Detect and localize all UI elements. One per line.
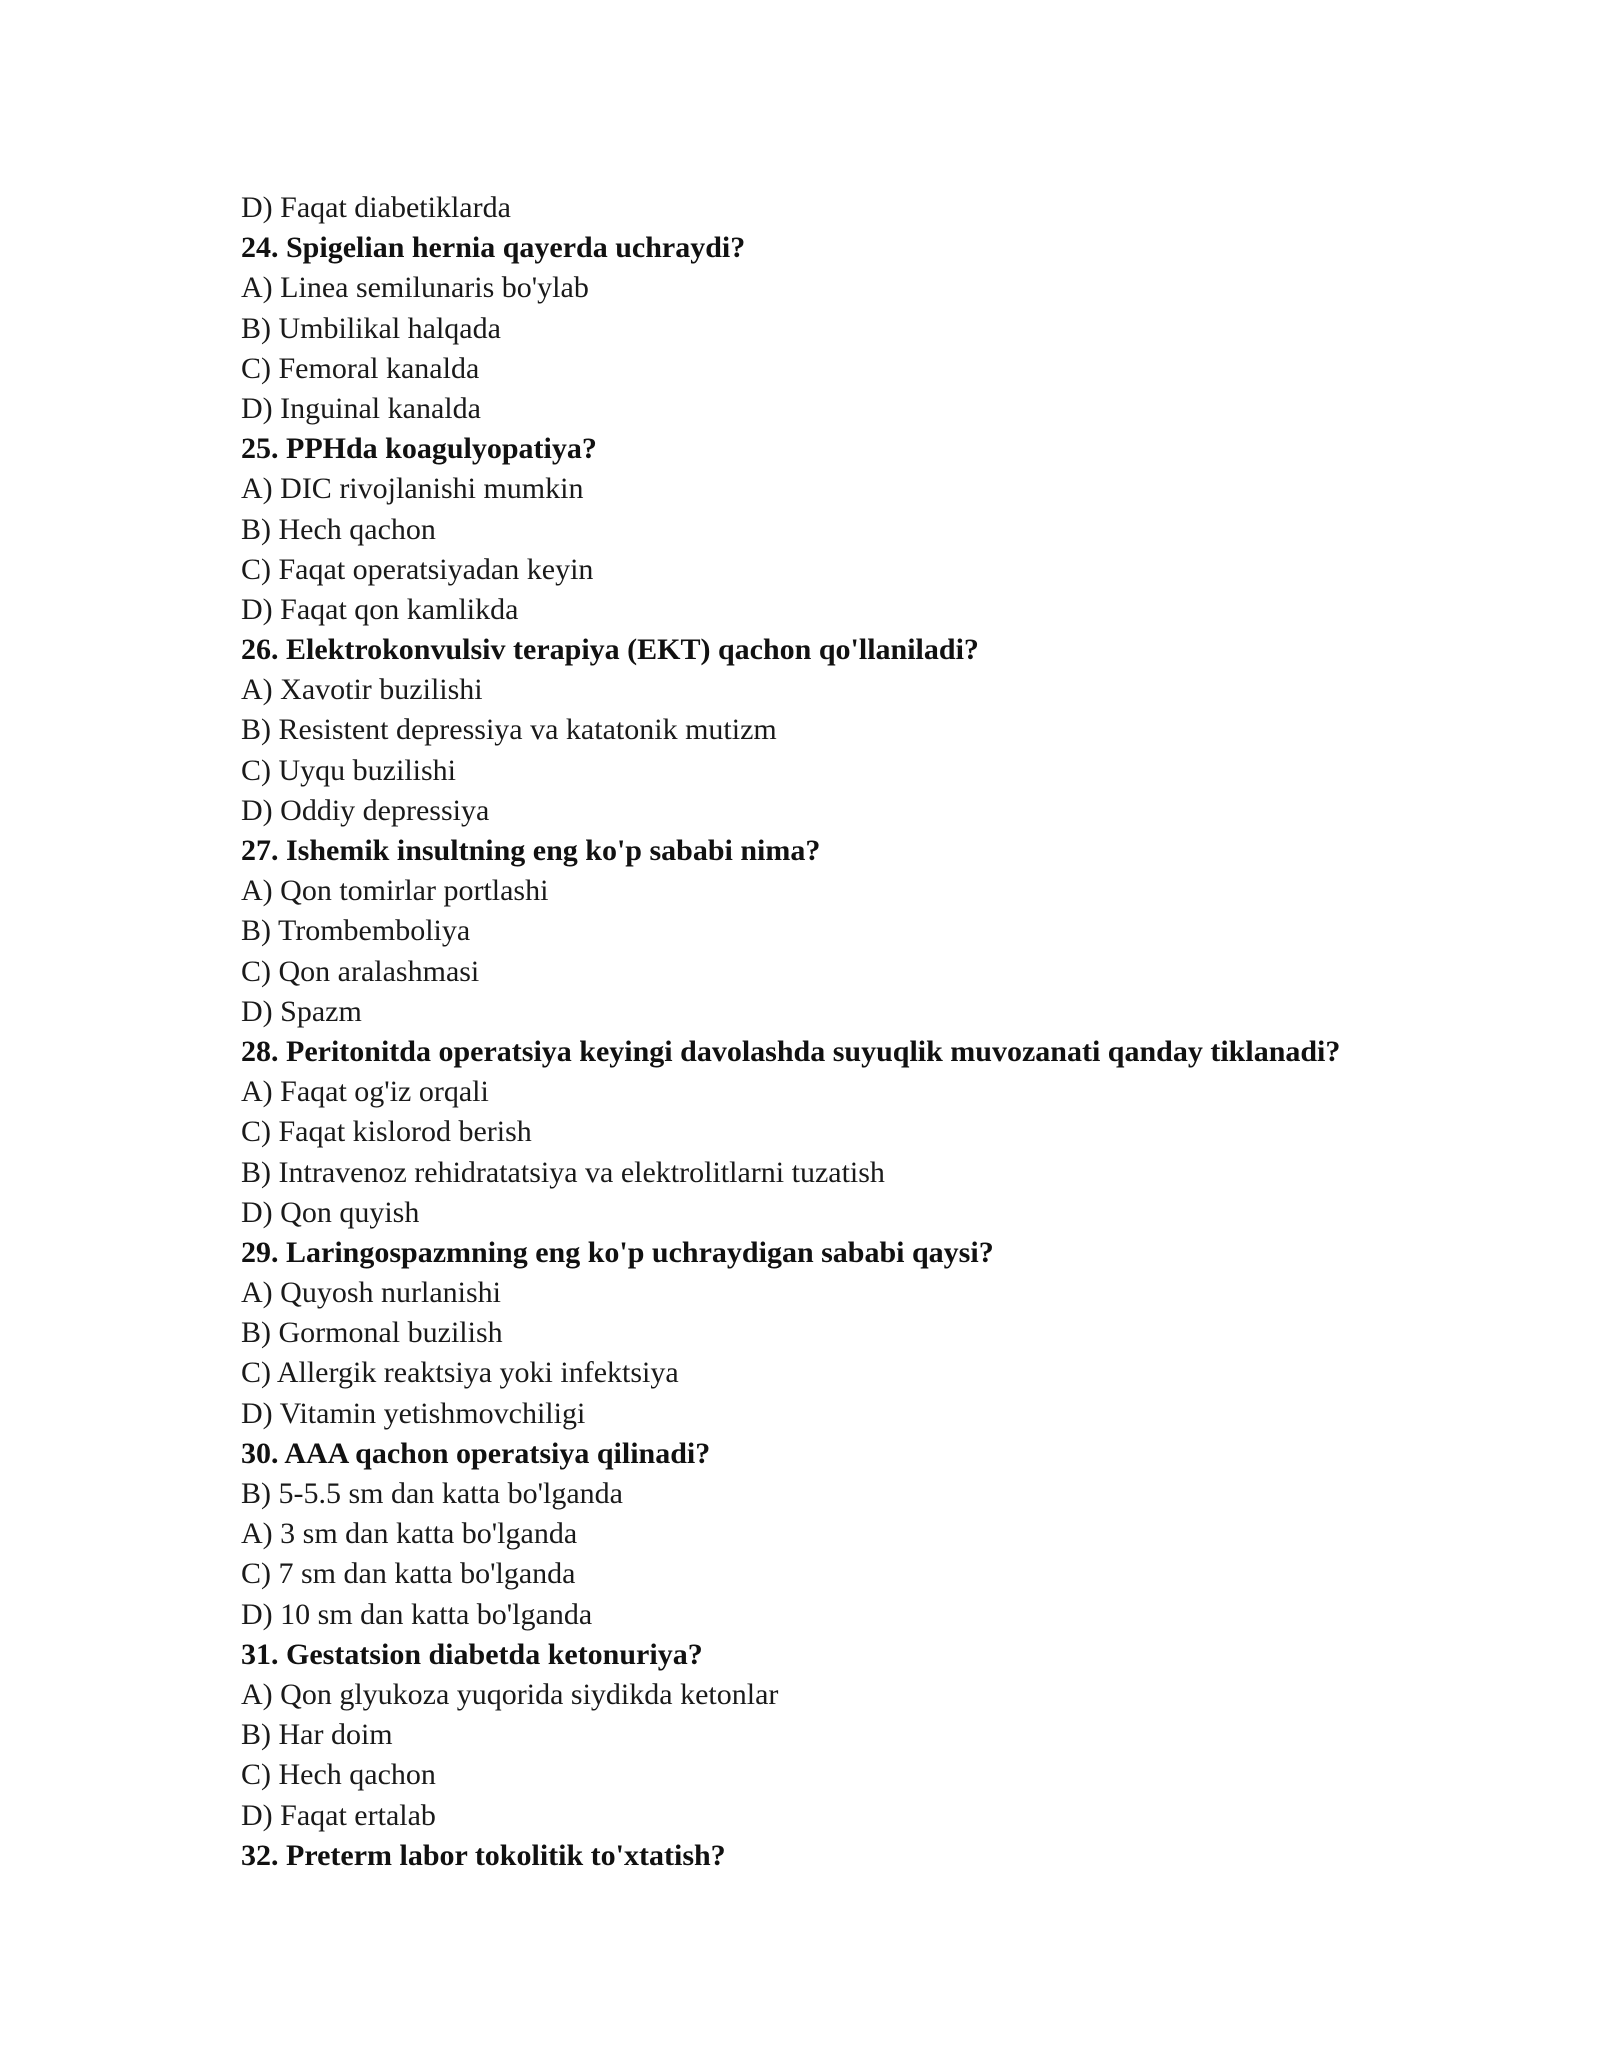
answer-option: A) 3 sm dan katta bo'lganda xyxy=(241,1517,578,1551)
answer-option: D) Spazm xyxy=(241,994,362,1028)
answer-option: B) Har doim xyxy=(241,1718,393,1752)
question-heading: 27. Ishemik insultning eng ko'p sababi nima? xyxy=(241,834,821,867)
answer-option: A) Qon glyukoza yuqorida siydikda ketonlar xyxy=(241,1677,779,1711)
question-heading: 31. Gestatsion diabetda ketonuriya? xyxy=(241,1637,703,1671)
answer-option: B) Intravenoz rehidratatsiya va elektrolitlarni tuzatish xyxy=(241,1155,885,1189)
answer-option: B) Trombemboliya xyxy=(241,914,471,948)
answer-option: D) Faqat diabetiklarda xyxy=(241,191,511,224)
question-heading: 32. Preterm labor tokolitik to'xtatish? xyxy=(241,1838,726,1872)
answer-option: B) Umbilikal halqada xyxy=(241,311,501,345)
answer-option: B) 5-5.5 sm dan katta bo'lganda xyxy=(241,1477,623,1510)
answer-option: C) 7 sm dan katta bo'lganda xyxy=(241,1557,576,1591)
question-heading: 28. Peritonitda operatsiya keyingi davolashda suyuqlik muvozanati qanday tiklanadi? xyxy=(241,1034,1341,1068)
answer-option: B) Gormonal buzilish xyxy=(241,1316,503,1350)
question-heading: 30. AAA qachon operatsiya qilinadi? xyxy=(241,1436,711,1470)
answer-option: A) Quyosh nurlanishi xyxy=(241,1276,501,1310)
answer-option: D) Qon quyish xyxy=(241,1195,420,1229)
answer-option: C) Uyqu buzilishi xyxy=(241,753,456,787)
question-heading: 25. PPHda koagulyopatiya? xyxy=(241,432,597,466)
answer-option: C) Qon aralashmasi xyxy=(241,954,480,988)
answer-option: D) Faqat ertalab xyxy=(241,1798,436,1832)
answer-option: D) 10 sm dan katta bo'lganda xyxy=(241,1597,593,1631)
answer-option: A) Linea semilunaris bo'ylab xyxy=(241,271,589,305)
answer-option: C) Faqat kislorod berish xyxy=(241,1115,532,1149)
answer-option: C) Femoral kanalda xyxy=(241,351,480,385)
answer-option: A) DIC rivojlanishi mumkin xyxy=(241,472,584,506)
answer-option: D) Oddiy depressiya xyxy=(241,793,490,827)
question-heading: 29. Laringospazmning eng ko'p uchraydigan sababi qaysi? xyxy=(241,1235,994,1269)
answer-option: A) Qon tomirlar portlashi xyxy=(241,874,549,908)
question-heading: 24. Spigelian hernia qayerda uchraydi? xyxy=(241,231,746,265)
answer-option: D) Inguinal kanalda xyxy=(241,391,481,425)
quiz-content xyxy=(241,188,1441,1876)
answer-option: C) Allergik reaktsiya yoki infektsiya xyxy=(241,1356,679,1390)
answer-option: D) Vitamin yetishmovchiligi xyxy=(241,1396,586,1430)
answer-option: A) Faqat og'iz orqali xyxy=(241,1075,489,1109)
answer-option: A) Xavotir buzilishi xyxy=(241,673,483,707)
answer-option: B) Resistent depressiya va katatonik mutizm xyxy=(241,713,777,747)
question-heading: 26. Elektrokonvulsiv terapiya (EKT) qachon qo'llaniladi? xyxy=(241,633,979,667)
answer-option: C) Hech qachon xyxy=(241,1758,436,1792)
answer-option: C) Faqat operatsiyadan keyin xyxy=(241,552,594,586)
answer-option: D) Faqat qon kamlikda xyxy=(241,592,519,626)
answer-option: B) Hech qachon xyxy=(241,512,436,546)
